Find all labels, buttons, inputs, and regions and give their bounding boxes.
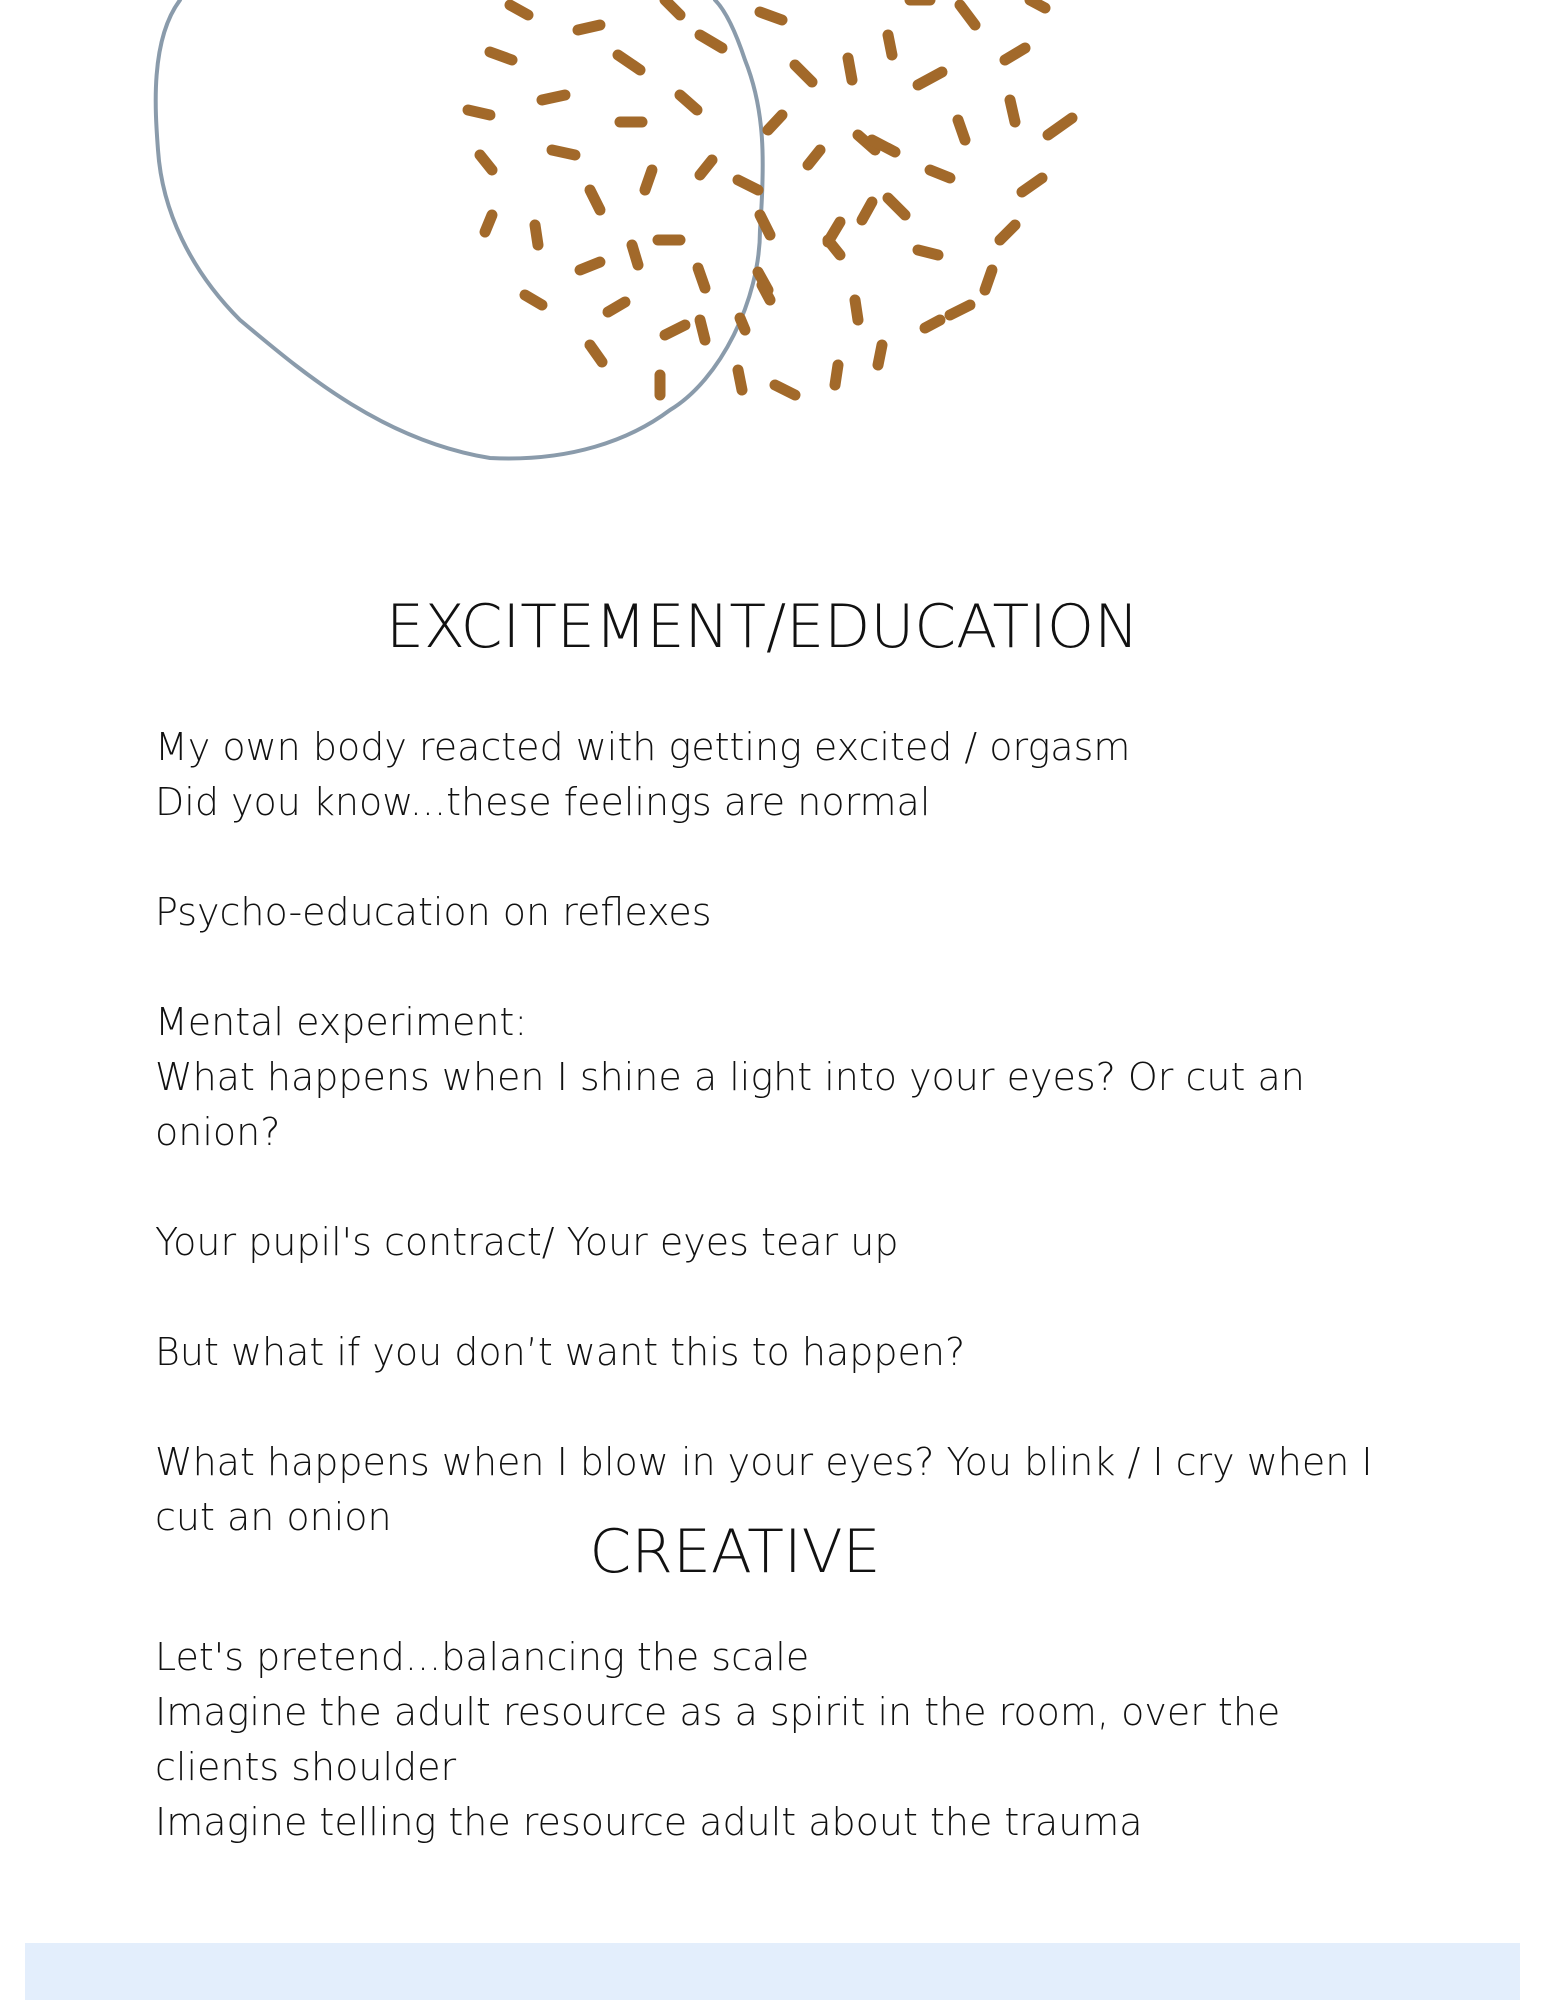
dash-mark — [768, 115, 782, 130]
dash-mark — [480, 155, 492, 170]
dash-mark — [1000, 225, 1015, 240]
text-line: Psycho-education on reflexes — [155, 890, 712, 934]
dash-mark — [535, 225, 538, 245]
dash-mark — [608, 302, 625, 312]
dash-mark — [918, 250, 938, 255]
dash-mark — [930, 170, 950, 178]
dash-mark — [700, 320, 705, 340]
dash-mark — [835, 365, 838, 385]
dash-mark — [618, 55, 640, 70]
dash-mark — [862, 202, 872, 220]
text-line: Let's pretend...balancing the scale — [155, 1635, 810, 1679]
dash-mark — [485, 215, 492, 232]
dash-mark — [632, 245, 638, 265]
text-line: Imagine the adult resource as a spirit in the room, over the clients shoulder — [155, 1690, 1281, 1789]
dash-mark — [680, 95, 697, 110]
dash-mark — [700, 35, 722, 48]
dash-mark — [1010, 100, 1015, 122]
dash-mark — [808, 150, 820, 165]
dash-mark — [665, 0, 680, 15]
section-heading-creative: CREATIVE — [589, 1517, 881, 1587]
dash-mark — [888, 35, 892, 55]
dash-mark — [888, 198, 905, 215]
text-line: Your pupil's contract/ Your eyes tear up — [155, 1220, 899, 1264]
dash-mark — [525, 295, 542, 305]
creative-body — [155, 1630, 1405, 1850]
dash-mark — [878, 345, 882, 365]
dash-mark — [590, 345, 602, 362]
section-heading-excitement-education: EXCITEMENT/EDUCATION — [386, 592, 1139, 662]
dash-mark — [960, 5, 975, 25]
text-line: What happens when I blow in your eyes? You blink / I cry when I cut an onion — [155, 1440, 1373, 1539]
dash-mark — [795, 65, 812, 82]
dash-mark — [762, 285, 770, 300]
dash-mark — [855, 300, 858, 320]
dash-mark — [578, 25, 600, 30]
dash-mark — [740, 318, 745, 330]
dash-mark — [1048, 118, 1072, 135]
dash-mark — [950, 305, 970, 315]
text-line: Imagine telling the resource adult about the trauma — [155, 1800, 1143, 1844]
dash-mark — [925, 320, 940, 328]
dash-mark — [552, 150, 575, 155]
dash-mark — [1022, 178, 1042, 192]
dash-mark — [738, 370, 742, 390]
dash-mark — [775, 385, 795, 395]
text-line: Mental experiment: — [155, 1000, 528, 1044]
dash-mark — [490, 52, 512, 60]
dash-mark — [700, 160, 712, 175]
dash-mark — [1030, 0, 1045, 8]
excitement-education-body — [155, 720, 1405, 1545]
text-line: My own body reacted with getting excited / orgasm — [155, 725, 1131, 769]
dash-mark — [918, 72, 942, 85]
dash-mark — [985, 270, 992, 290]
dash-mark — [468, 110, 490, 115]
dash-mark — [510, 5, 528, 15]
decorative-illustration — [0, 0, 1545, 480]
dash-mark — [1005, 48, 1025, 60]
text-line: Did you know...these feelings are normal — [155, 780, 931, 824]
dash-mark — [738, 180, 758, 190]
dash-mark — [665, 325, 685, 335]
dash-mark — [645, 170, 652, 190]
dash-mark — [958, 120, 965, 140]
text-line: But what if you don’t want this to happen? — [155, 1330, 966, 1374]
dash-mark — [698, 268, 705, 288]
outline-circle — [156, 0, 763, 458]
dash-mark — [590, 190, 600, 210]
dash-mark — [542, 95, 565, 100]
text-line: What happens when I shine a light into your eyes? Or cut an onion? — [155, 1055, 1305, 1154]
dash-mark — [828, 222, 840, 242]
dash-mark — [848, 58, 852, 80]
dash-mark — [580, 262, 600, 270]
dash-pattern — [468, 0, 1072, 395]
footer-band — [25, 1943, 1520, 2000]
dash-mark — [760, 12, 782, 20]
